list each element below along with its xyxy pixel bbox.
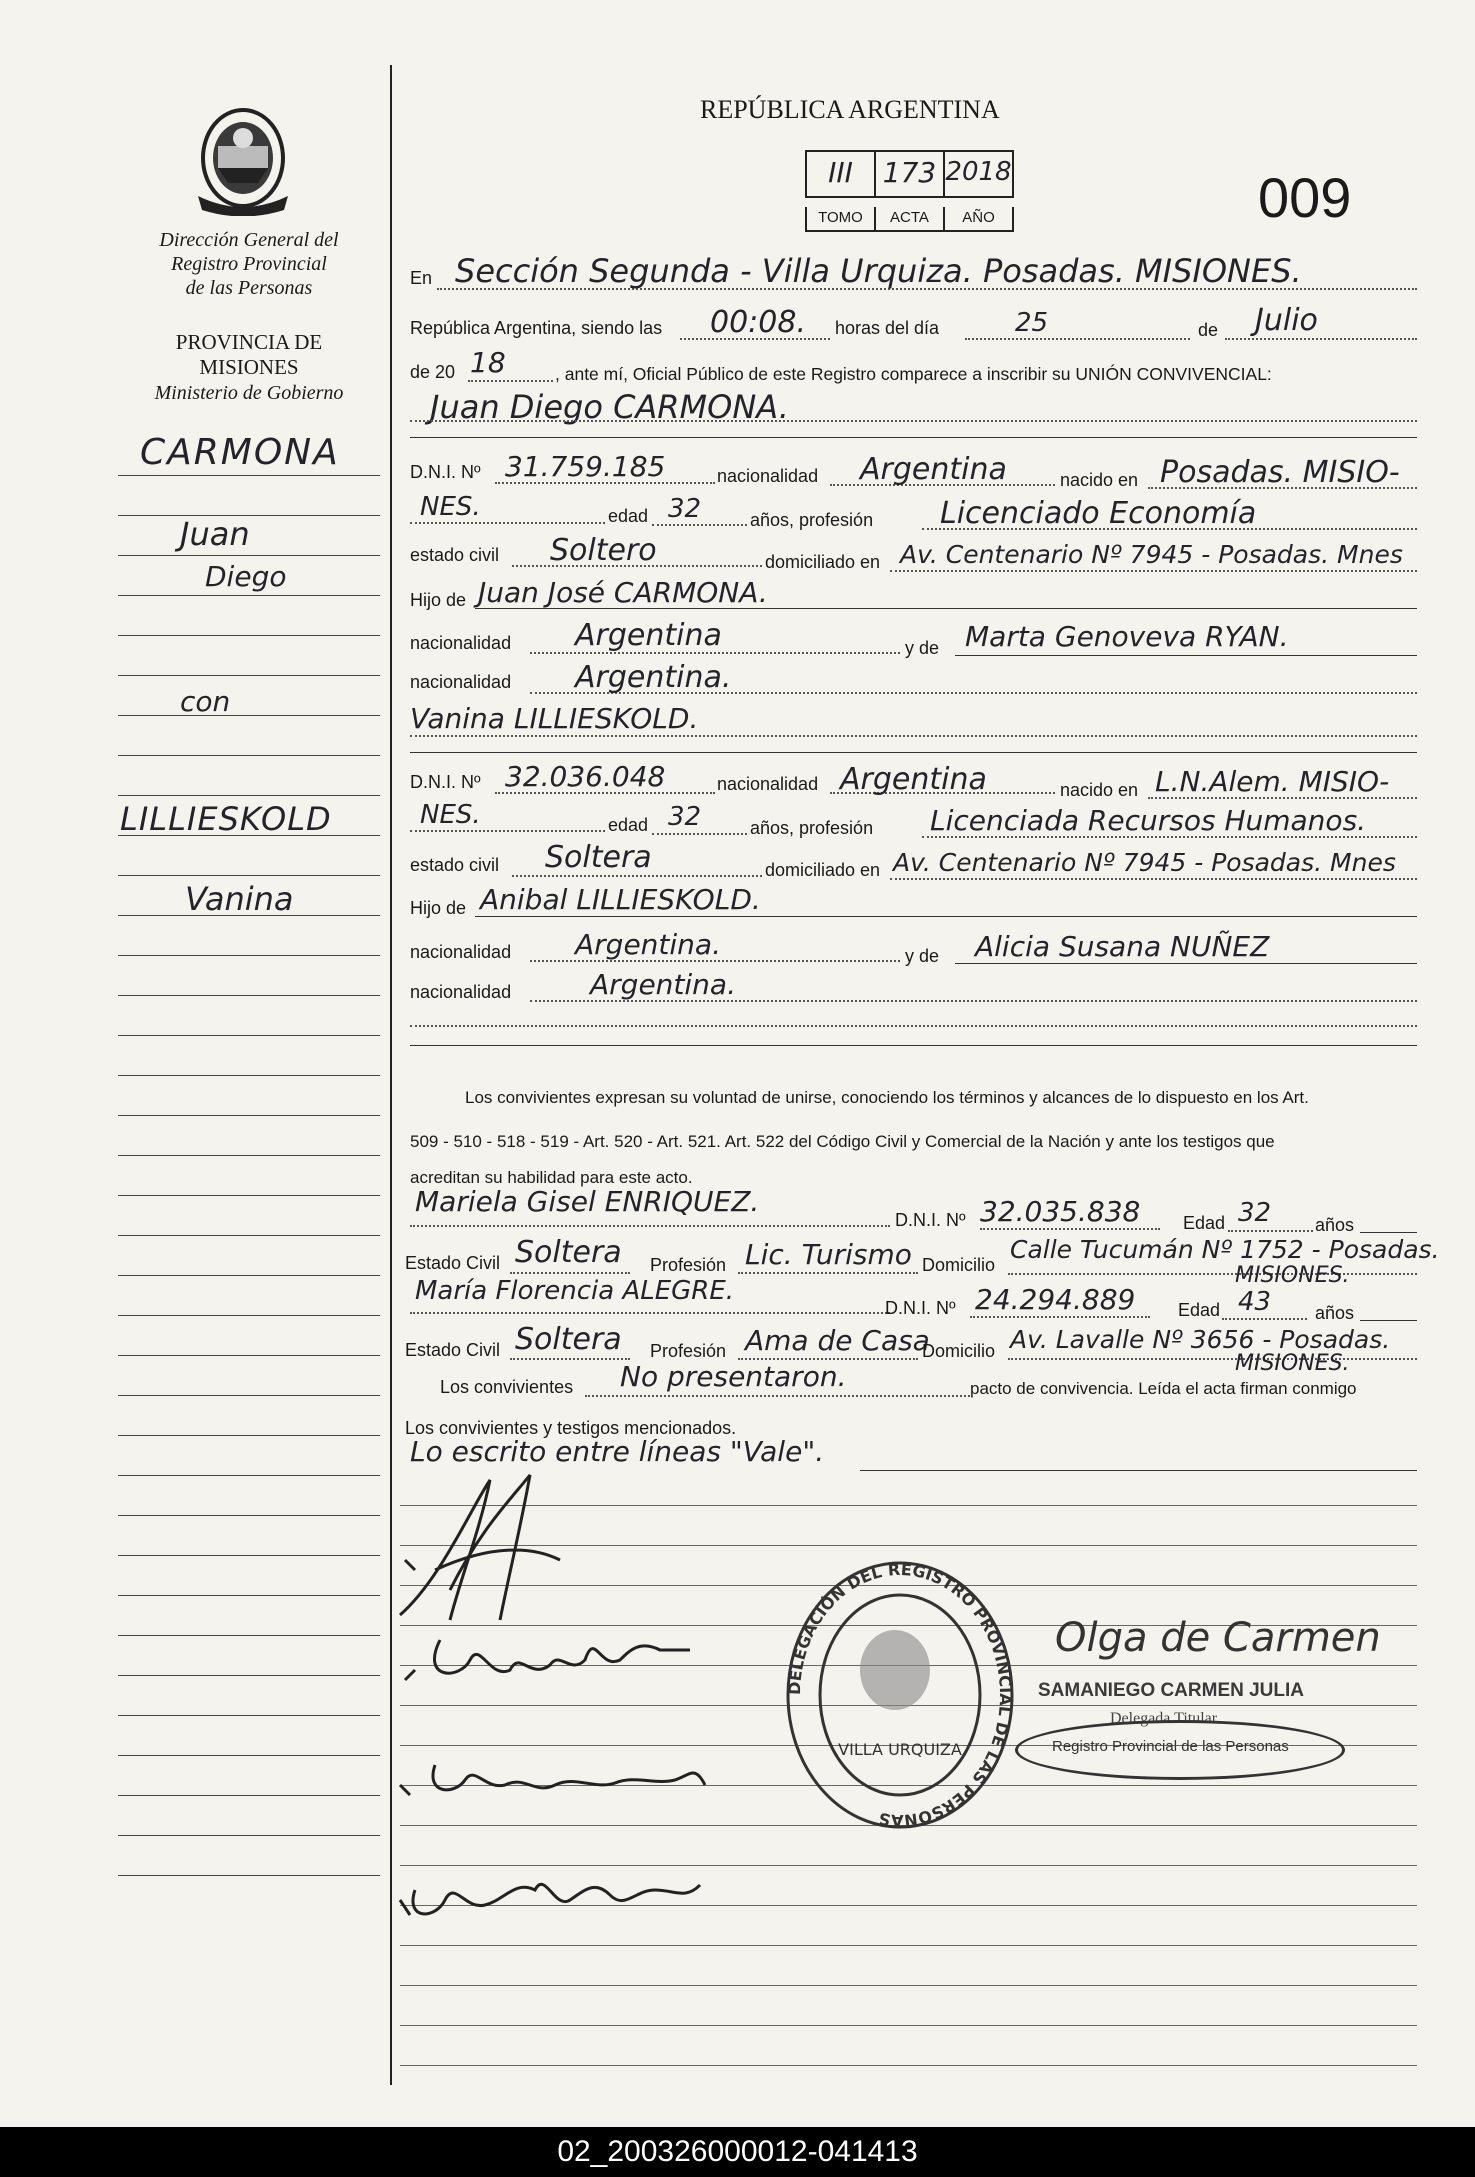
margin-rule xyxy=(118,635,380,636)
margin-rule xyxy=(118,755,380,756)
label-padre-nac-1: nacionalidad xyxy=(410,633,512,653)
partner-2-father-nationality: Argentina. xyxy=(575,928,721,961)
partner-1-dni: 31.759.185 xyxy=(505,450,666,483)
label-w2-anos: años xyxy=(1315,1303,1355,1323)
label-anos-prof-2: años, profesión xyxy=(750,818,874,838)
label-hijo-2: Hijo de xyxy=(410,898,467,918)
pact-status: No presentaron. xyxy=(620,1360,847,1393)
label-en: En xyxy=(410,268,433,288)
margin-name-1b: Diego xyxy=(205,560,287,593)
partner-2-mother-nationality: Argentina. xyxy=(590,968,736,1001)
act-year: 18 xyxy=(470,346,506,379)
margin-rule xyxy=(118,955,380,956)
record-number: 009 xyxy=(1258,166,1352,229)
svg-text:VILLA URQUIZA: VILLA URQUIZA xyxy=(838,1740,962,1759)
province-name: PROVINCIA DE MISIONES xyxy=(175,330,323,379)
signature-witness-1 xyxy=(395,1745,735,1805)
margin-rule xyxy=(118,1075,380,1076)
acta-label: ACTA xyxy=(874,207,945,232)
partner-2-nationality: Argentina xyxy=(840,762,987,797)
partner-1-address: Av. Centenario Nº 7945 - Posadas. Mnes xyxy=(900,540,1403,569)
label-w1-anos: años xyxy=(1315,1215,1355,1235)
partner-2-fullname: Vanina LILLIESKOLD. xyxy=(410,702,699,735)
office-stamp-text: Registro Provincial de las Personas xyxy=(1052,1738,1289,1755)
witness-1-profession: Lic. Turismo xyxy=(745,1238,912,1271)
label-madre-nac-2: nacionalidad xyxy=(410,982,512,1002)
margin-rule xyxy=(118,1875,380,1876)
margin-rule xyxy=(118,1395,380,1396)
official-name: SAMANIEGO CARMEN JULIA xyxy=(1038,1680,1305,1701)
partner-2-age: 32 xyxy=(668,802,702,832)
label-edad-1: edad xyxy=(608,506,649,526)
partner-1-birthplace-cont: NES. xyxy=(420,492,481,522)
declaration-line-1: Los convivientes expresan su voluntad de unirse, conociendo los términos y alcances de lo dispuesto en los Art. xyxy=(465,1088,1309,1107)
partner-2-address: Av. Centenario Nº 7945 - Posadas. Mnes xyxy=(893,848,1396,877)
label-los-convivientes: Los convivientes xyxy=(440,1377,574,1397)
label-w1-dni: D.N.I. Nº xyxy=(895,1210,966,1230)
label-de20: de 20 xyxy=(410,362,456,382)
label-civil-1: estado civil xyxy=(410,545,500,565)
partner-2-dni: 32.036.048 xyxy=(505,760,666,793)
margin-rule xyxy=(118,1515,380,1516)
margin-rule xyxy=(118,1555,380,1556)
label-edad-2: edad xyxy=(608,815,649,835)
margin-rule xyxy=(118,1435,380,1436)
witness-1-civil: Soltera xyxy=(515,1235,622,1270)
witness-2-dni: 24.294.889 xyxy=(975,1283,1136,1316)
act-month: Julio xyxy=(1255,303,1318,338)
label-hijo-1: Hijo de xyxy=(410,590,467,610)
label-w2-dom: Domicilio xyxy=(922,1341,996,1361)
label-horas-dia: horas del día xyxy=(835,318,940,338)
label-w2-edad: Edad xyxy=(1178,1300,1221,1320)
document-code: 02_200326000012-041413 xyxy=(0,2127,1475,2177)
partner-1-father-nationality: Argentina xyxy=(575,618,722,653)
witness-2-name: María Florencia ALEGRE. xyxy=(415,1276,735,1306)
margin-rule xyxy=(118,475,380,476)
margin-rule xyxy=(118,1115,380,1116)
margin-rule xyxy=(118,715,380,716)
ano-box: 2018 xyxy=(943,150,1014,198)
margin-rule xyxy=(118,795,380,796)
witness-1-address: Calle Tucumán Nº 1752 - Posadas. xyxy=(1010,1235,1440,1264)
margin-rule xyxy=(118,1635,380,1636)
label-mencionados: Los convivientes y testigos mencionados. xyxy=(405,1418,737,1438)
witness-2-civil: Soltera xyxy=(515,1322,622,1357)
margin-rule xyxy=(118,1315,380,1316)
margin-rule xyxy=(118,1715,380,1716)
witness-1-address-cont: MISIONES. xyxy=(1235,1263,1350,1288)
partner-1-profession: Licenciado Economía xyxy=(940,496,1257,531)
signature-rule xyxy=(400,1945,1417,1946)
provincial-seal-icon xyxy=(188,98,298,216)
margin-rule xyxy=(118,555,380,556)
margin-surname-1: CARMONA xyxy=(140,432,340,473)
ministry-name: Ministerio de Gobierno xyxy=(154,382,344,404)
margin-rule xyxy=(118,1475,380,1476)
country-title: REPÚBLICA ARGENTINA xyxy=(700,95,1000,124)
label-dni-1: D.N.I. Nº xyxy=(410,462,481,482)
margin-rule xyxy=(118,1195,380,1196)
margin-rule xyxy=(118,1795,380,1796)
margin-rule xyxy=(118,1595,380,1596)
declaration-line-2: 509 - 510 - 518 - 519 - Art. 520 - Art. 521. Art. 522 del Código Civil y Comercial de la Nación y ante los testigos que xyxy=(410,1132,1275,1151)
margin-rule xyxy=(118,1035,380,1036)
column-divider xyxy=(390,65,392,2085)
margin-name-1a: Juan xyxy=(180,515,250,553)
label-civil-2: estado civil xyxy=(410,855,500,875)
label-yde-2: y de xyxy=(905,946,940,966)
signature-witness-2 xyxy=(395,1860,715,1930)
witness-1-name: Mariela Gisel ENRIQUEZ. xyxy=(415,1185,760,1218)
margin-rule xyxy=(118,1835,380,1836)
partner-1-civil-status: Soltero xyxy=(550,533,657,568)
label-nacido-1: nacido en xyxy=(1060,470,1139,490)
act-day: 25 xyxy=(1015,308,1049,338)
margin-rule xyxy=(118,595,380,596)
partner-2-father: Anibal LILLIESKOLD. xyxy=(480,883,761,916)
label-nac-1: nacionalidad xyxy=(717,466,819,486)
tomo-label: TOMO xyxy=(805,207,876,232)
margin-rule xyxy=(118,1275,380,1276)
signature-rule xyxy=(400,2025,1417,2026)
interlineation-note: Lo escrito entre líneas "Vale". xyxy=(410,1435,825,1468)
acta-box: 173 xyxy=(874,150,945,198)
margin-rule xyxy=(118,1755,380,1756)
label-dom-2: domiciliado en xyxy=(765,860,881,880)
partner-1-birthplace: Posadas. MISIO- xyxy=(1160,455,1400,490)
margin-con: con xyxy=(180,685,231,718)
label-de: de xyxy=(1198,320,1219,340)
label-yde-1: y de xyxy=(905,638,940,658)
signature-rule xyxy=(400,2065,1417,2066)
partner-2-birthplace: L.N.Alem. MISIO- xyxy=(1155,765,1390,798)
witness-2-age: 43 xyxy=(1238,1287,1272,1317)
declaration-line-3: acreditan su habilidad para este acto. xyxy=(410,1168,693,1187)
witness-2-address-cont: MISIONES. xyxy=(1235,1351,1350,1376)
margin-rule xyxy=(118,995,380,996)
partner-1-father: Juan José CARMONA. xyxy=(478,576,768,609)
label-w1-prof: Profesión xyxy=(650,1255,727,1275)
label-dom-1: domiciliado en xyxy=(765,552,881,572)
label-w2-prof: Profesión xyxy=(650,1341,727,1361)
label-nac-2: nacionalidad xyxy=(717,774,819,794)
label-w1-dom: Domicilio xyxy=(922,1255,996,1275)
partner-1-mother-nationality: Argentina. xyxy=(575,660,732,695)
partner-1-mother: Marta Genoveva RYAN. xyxy=(965,620,1289,653)
official-role: Delegada Titular xyxy=(1110,1710,1218,1727)
margin-name-2: Vanina xyxy=(185,880,294,918)
partner-1-fullname: Juan Diego CARMONA. xyxy=(430,388,789,426)
margin-rule xyxy=(118,1235,380,1236)
witness-1-dni: 32.035.838 xyxy=(980,1195,1141,1228)
label-ante-mi: , ante mí, Oficial Público de este Registro comparece a inscribir su UNIÓN CONVIVENCIAL: xyxy=(555,364,1272,384)
margin-surname-2: LILLIESKOLD xyxy=(120,800,332,838)
witness-1-age: 32 xyxy=(1238,1198,1272,1228)
label-w2-dni: D.N.I. Nº xyxy=(885,1298,956,1318)
partner-2-civil-status: Soltera xyxy=(545,840,652,875)
partner-2-mother: Alicia Susana NUÑEZ xyxy=(975,930,1270,963)
label-anos-prof-1: años, profesión xyxy=(750,510,874,530)
label-w2-civil: Estado Civil xyxy=(405,1340,501,1360)
act-hour: 00:08. xyxy=(710,305,806,340)
partner-2-profession: Licenciada Recursos Humanos. xyxy=(930,804,1367,837)
margin-rule xyxy=(118,875,380,876)
margin-rule xyxy=(118,1355,380,1356)
act-location: Sección Segunda - Villa Urquiza. Posadas. MISIONES. xyxy=(455,252,1302,290)
tomo-box: III xyxy=(805,150,876,198)
label-madre-nac-1: nacionalidad xyxy=(410,672,512,692)
signature-rule xyxy=(400,1985,1417,1986)
witness-2-address: Av. Lavalle Nº 3656 - Posadas. xyxy=(1010,1325,1391,1354)
registry-seal-stamp xyxy=(780,1555,1020,1835)
label-padre-nac-2: nacionalidad xyxy=(410,942,512,962)
partner-1-nationality: Argentina xyxy=(860,452,1007,487)
witness-2-profession: Ama de Casa xyxy=(745,1324,930,1357)
margin-rule xyxy=(118,1675,380,1676)
official-signature: Olga de Carmen xyxy=(1055,1615,1381,1661)
agency-name: Dirección General del Registro Provincial de las Personas xyxy=(159,229,339,299)
label-w1-civil: Estado Civil xyxy=(405,1253,501,1273)
label-dni-2: D.N.I. Nº xyxy=(410,772,481,792)
label-republica: República Argentina, siendo las xyxy=(410,318,663,338)
partner-2-birthplace-cont: NES. xyxy=(420,800,481,830)
signature-partner-1 xyxy=(380,1470,640,1630)
partner-1-age: 32 xyxy=(668,494,702,524)
label-pacto: pacto de convivencia. Leída el acta firman conmigo xyxy=(970,1379,1357,1398)
svg-text:DELEGACIÓN DEL REGISTRO PROVIN: DELEGACIÓN DEL REGISTRO PROVINCIAL DE LAS PERSONAS xyxy=(784,1559,1016,1831)
label-nacido-2: nacido en xyxy=(1060,780,1139,800)
margin-rule xyxy=(118,1155,380,1156)
signature-partner-2 xyxy=(400,1620,720,1690)
margin-rule xyxy=(118,675,380,676)
ano-label: AÑO xyxy=(943,207,1014,232)
label-w1-edad: Edad xyxy=(1183,1213,1226,1233)
